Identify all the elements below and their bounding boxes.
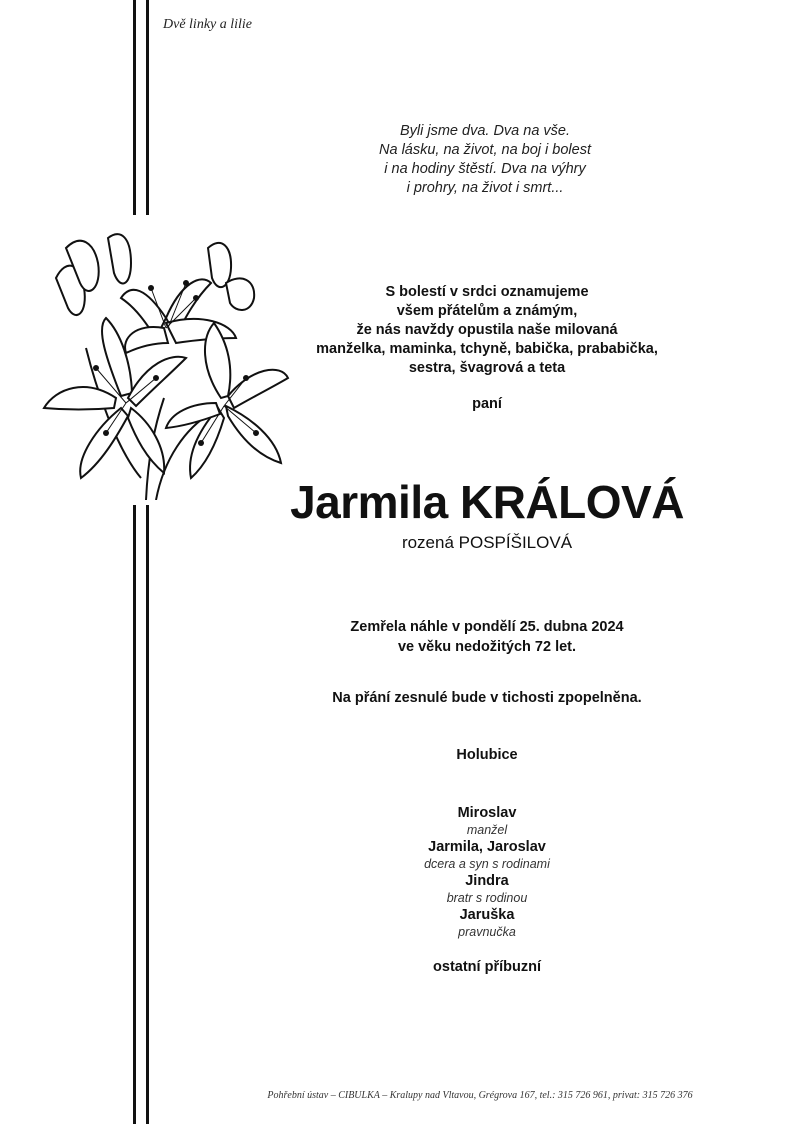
- born-prefix: rozená: [401, 533, 454, 552]
- border-line-left-bottom: [133, 505, 136, 1124]
- announcement-line: manželka, maminka, tchyně, babička, prababička,: [316, 341, 658, 357]
- death-info-line: Zemřela náhle v pondělí 25. dubna 2024: [350, 619, 624, 635]
- mourner-relation: bratr s rodinou: [446, 891, 528, 905]
- mourner-name: Miroslav: [457, 805, 517, 821]
- lily-illustration: [36, 228, 291, 500]
- mourner-name: Jarmila, Jaroslav: [428, 839, 546, 855]
- poem-line: Na lásku, na život, na boj i bolest: [379, 142, 591, 158]
- announcement: [287, 283, 687, 378]
- border-line-right-top: [146, 0, 149, 215]
- maiden-name-line: [287, 533, 687, 553]
- death-info-line: ve věku nedožitých 72 let.: [397, 639, 577, 655]
- mourner-relation: pravnučka: [458, 925, 516, 939]
- announcement-line: sestra, švagrová a teta: [408, 360, 566, 376]
- other-relatives: ostatní příbuzní: [433, 959, 541, 975]
- poem: [340, 122, 630, 198]
- poem-line: Byli jsme dva. Dva na vše.: [399, 123, 571, 139]
- poem-line: i prohry, na život i smrt...: [406, 180, 564, 196]
- announcement-line: že nás navždy opustila naše milovaná: [356, 322, 618, 338]
- mourner-relation: dcera a syn s rodinami: [424, 857, 550, 871]
- border-line-left-top: [133, 0, 136, 215]
- death-info: [287, 617, 687, 657]
- title-word: paní: [472, 396, 502, 412]
- announcement-line: všem přátelům a známým,: [396, 303, 578, 319]
- poem-line: i na hodiny štěstí. Dva na výhry: [384, 161, 586, 177]
- cremation-note: Na přání zesnulé bude v tichosti zpopelněna.: [332, 690, 642, 706]
- mourners-list: [337, 804, 637, 940]
- place: Holubice: [456, 747, 518, 763]
- maiden-name: POSPÍŠILOVÁ: [458, 533, 573, 552]
- template-name: Dvě linky a lilie: [163, 17, 253, 32]
- announcement-line: S bolestí v srdci oznamujeme: [385, 284, 589, 300]
- border-line-right-bottom: [146, 505, 149, 1124]
- deceased-name: Jarmila KRÁLOVÁ: [290, 476, 684, 528]
- funeral-home-footer: Pohřební ústav – CIBULKA – Kralupy nad Vltavou, Grégrova 167, tel.: 315 726 961, privat: 315 726 376: [267, 1090, 693, 1101]
- mourner-name: Jaruška: [459, 907, 515, 923]
- mourner-relation: manžel: [466, 823, 508, 837]
- mourner-name: Jindra: [465, 873, 509, 889]
